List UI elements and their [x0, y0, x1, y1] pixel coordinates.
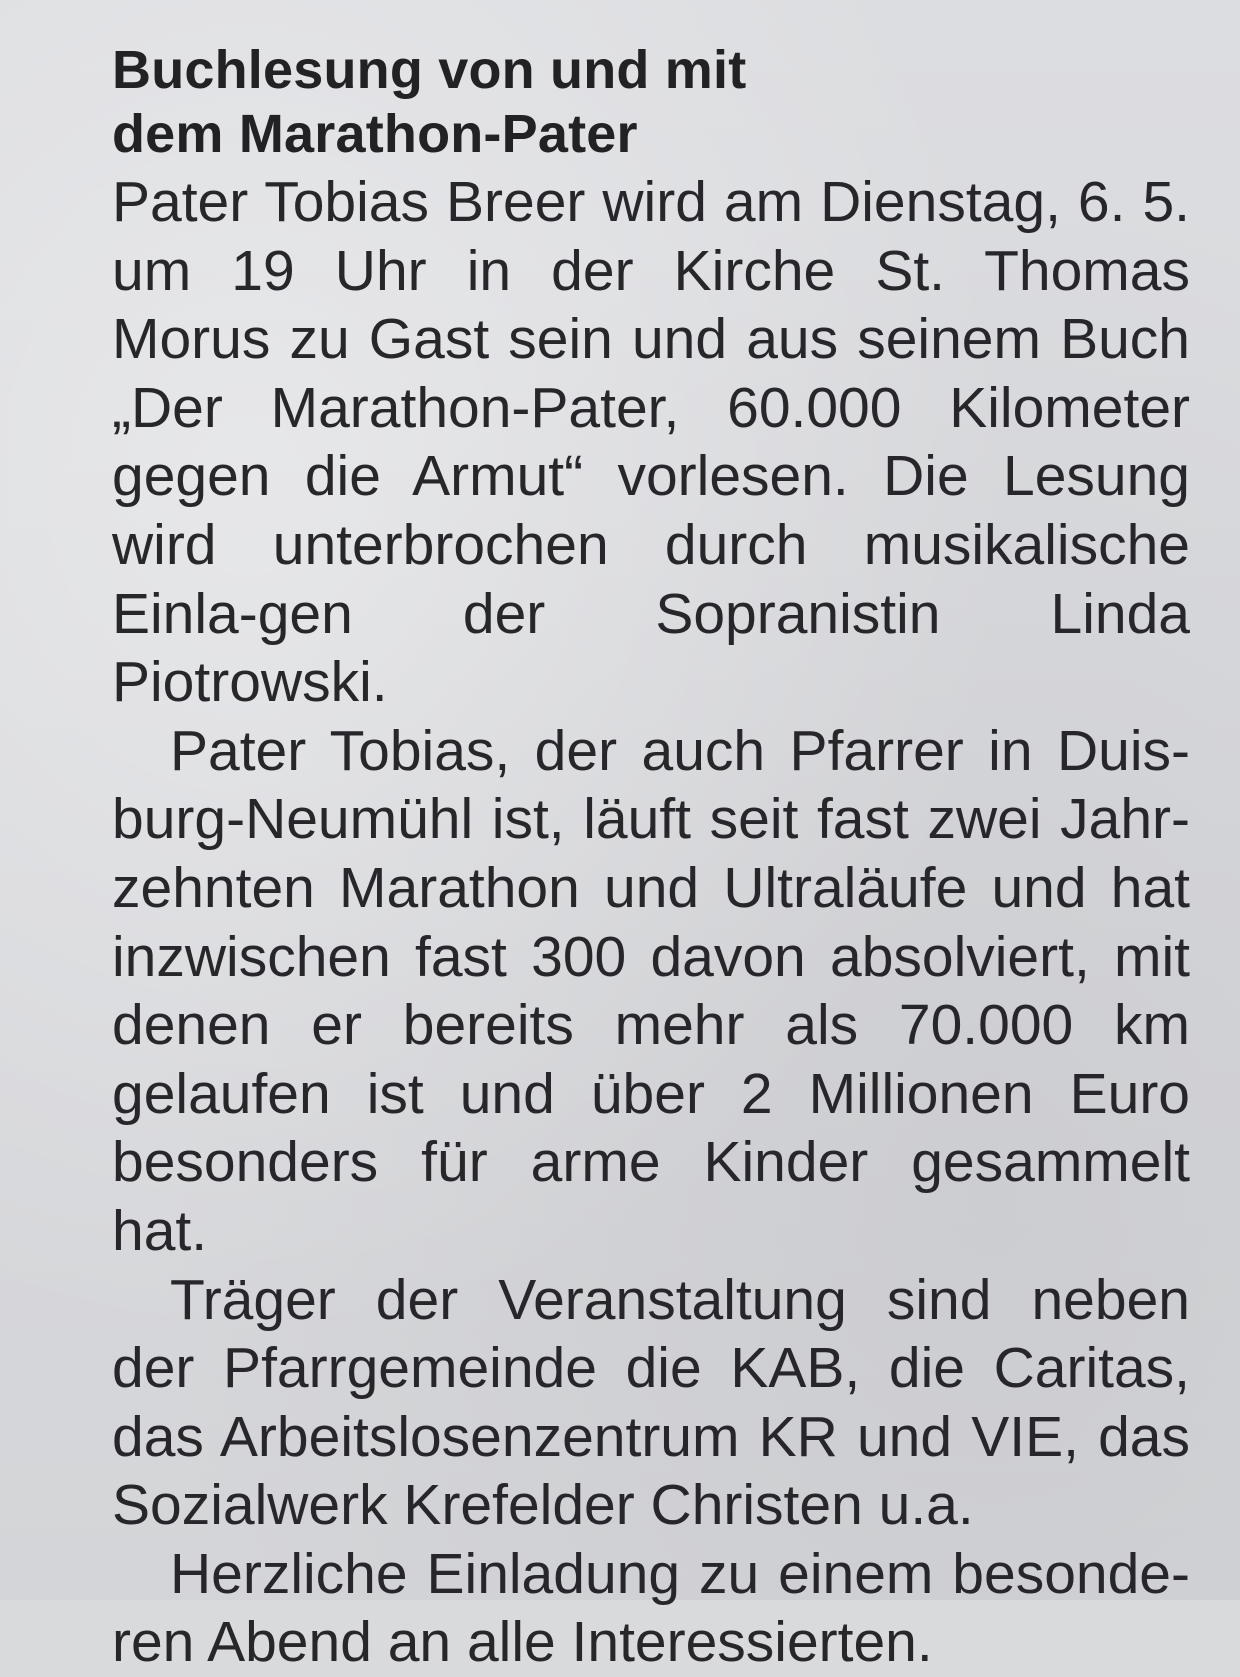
- paragraph-event-intro: Pater Tobias Breer wird am Dienstag, 6. 5. um 19 Uhr in der Kirche St. Thomas Morus zu Gast sein und aus seinem Buch „Der Marathon-Pater, 60.000 Kilometer gegen die Armut“ vorlesen. Die Lesung wird unterbrochen durch musikalische Einla-gen der Sopranistin Linda Piotrowski.: [112, 170, 1190, 715]
- headline: [112, 38, 872, 166]
- paragraph-invitation: Herzliche Einladung zu einem besonde-ren Abend an alle Interessierten.: [112, 1541, 1190, 1675]
- headline-line-2: dem Marathon-Pater: [112, 104, 638, 164]
- headline-line-1: Buchlesung von und mit: [112, 40, 747, 100]
- article-body: [112, 168, 1190, 1677]
- article: [112, 38, 1212, 1677]
- paragraph-about-pater: Pater Tobias, der auch Pfarrer in Duis-burg-Neumühl ist, läuft seit fast zwei Jahr-zehnten Marathon und Ultraläufe und hat inzwischen fast 300 davon absolviert, mit denen er bereits mehr als 70.000 km gelaufen ist und über 2 Millionen Euro besonders für arme Kinder gesammelt hat.: [112, 718, 1190, 1263]
- paragraph-organizers: Träger der Veranstaltung sind neben der Pfarrgemeinde die KAB, die Caritas, das Arbeitslosenzentrum KR und VIE, das Sozialwerk Krefelder Christen u.a.: [112, 1267, 1190, 1538]
